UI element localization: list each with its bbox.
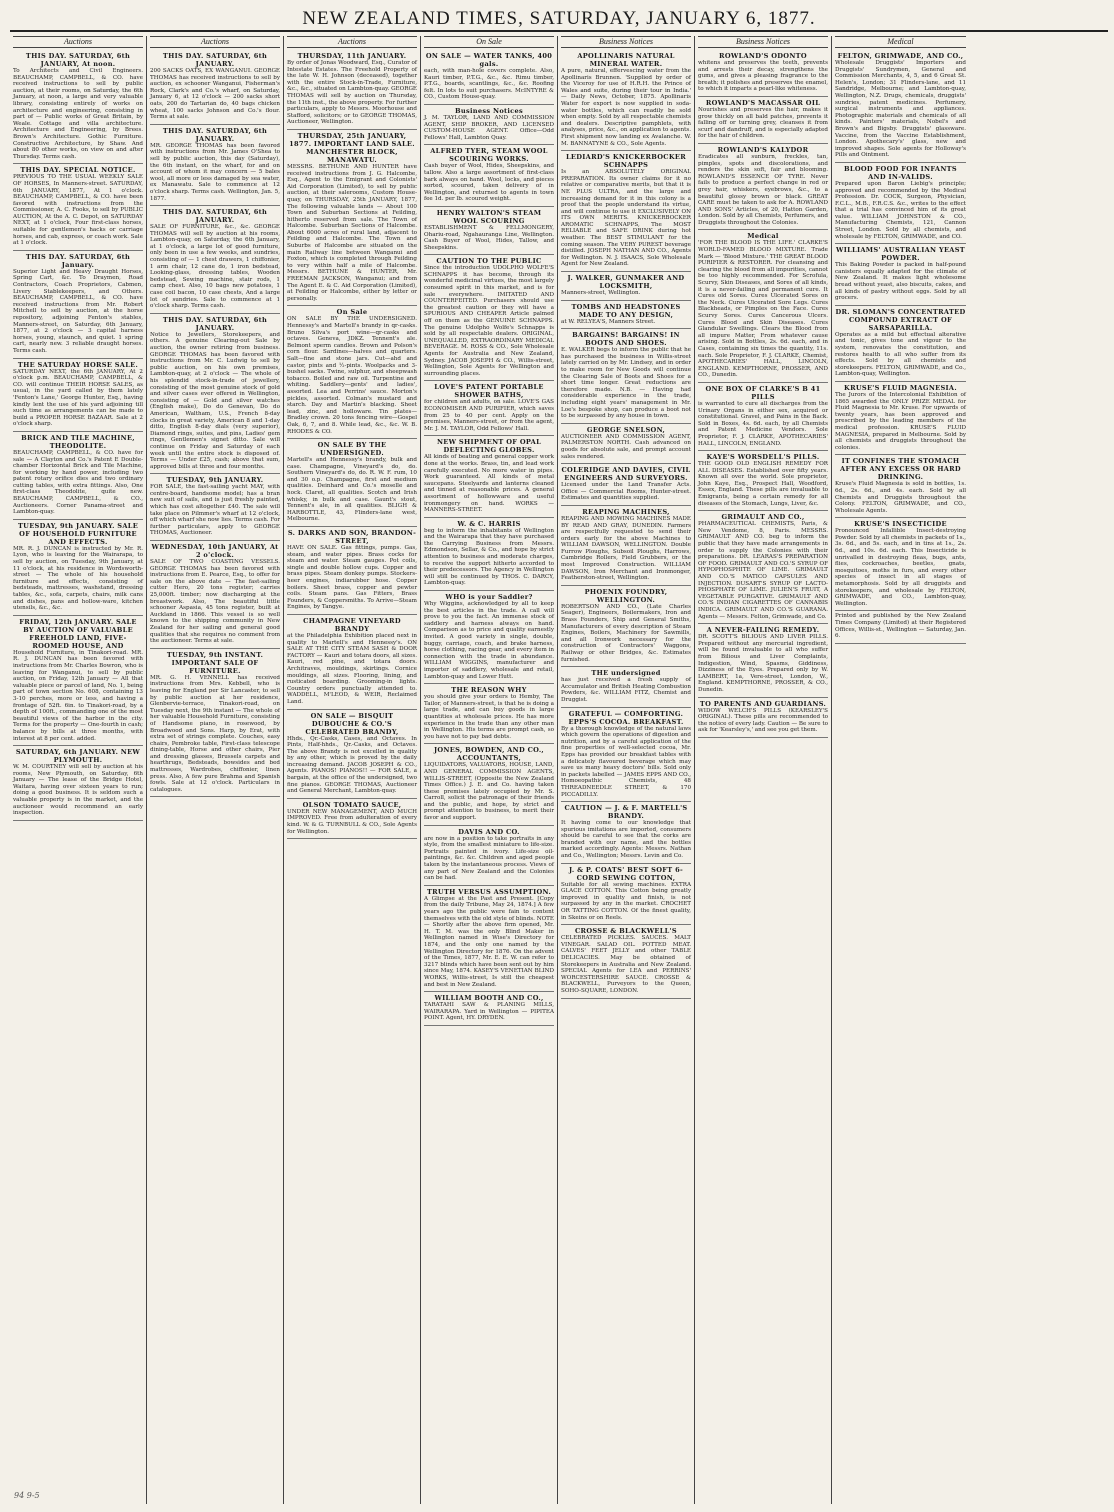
- advertisement-headline: CAUTION TO THE PUBLIC: [436, 257, 542, 266]
- advertisement-body: To Architects and Civil Engineers. BEAUCHAMP, CAMPBELL, & CO. have received instructions to sell by public auction, at their rooms, on Saturday, the 6th January, at noon, a large and very valuable library, consisting entirely of works on architecture and engineering, consisting in part of — Public works of Great Britain, by Weale. Cottage and villa architecture. Architecture and Engineering, by Brees. Brown's Architecture. Gothic Furniture. Constructive Architecture, by Shaw. And about 80 other works, on view on and after Thursday. Terms cash.: [13, 68, 143, 160]
- advertisement-headline: THIS DAY. SATURDAY, 6th JANUARY.: [162, 315, 268, 332]
- advertisement-headline: THIS DAY. SPECIAL NOTICE.: [20, 166, 136, 175]
- advertisement-body: WIDOW WELCH'S PILLS (KEARSLEY'S ORIGINAL). These pills are recommended to the notice of every lady. Caution — Be sure to ask for 'Kearsley's,' and see you get them.: [698, 707, 828, 734]
- advertisement-headline: IT CONFINES THE STOMACH AFTER ANY EXCESS OR HARD DRINKING.: [840, 457, 961, 482]
- advertisement-body: Wholesale Druggists' Importers and Druggists' Sundrymen, General and Commission Merchants, 4, 5, and 6 Great St. Helen's, London; 31 Flinders-lane, and 11 Sandridge, Melbourne; and Lambton-quay, Wellington, N.Z. Drugs, chemicals, druggists' sundries, patent medicines. Perfumery, surgical instruments and appliances. Photographic materials and chemicals of all kinds. Painters' materials, Nobel's and Brown's and Bigsby. Druggists' glassware. Vaccine, from the Vaccine Establishment, London. Apothecary's' glass, new and improved shapes. Sole agents for Holloway's Pills and Ointment.: [835, 60, 966, 159]
- advertisement-headline: ON SALE — WATER TANKS, 400 gals.: [425, 52, 553, 68]
- advertisement-headline: S. DARKS AND SON, BRANDON-STREET,: [287, 529, 417, 546]
- advertisement: [835, 163, 966, 244]
- advertisement-headline: THIS DAY. SATURDAY, 6th JANUARY.: [162, 52, 268, 68]
- advertisement: [13, 520, 143, 616]
- advertisement: [13, 164, 143, 251]
- advertisement-body: J. M. TAYLOR, LAND AND COMMISSION AGENT, SHIP BROKER, AND LICENSED CUSTOM-HOUSE AGENT. Office—Odd Fellows' Hall, Lambton Quay.: [424, 114, 554, 141]
- advertisement: [561, 864, 691, 926]
- advertisement: [150, 314, 280, 474]
- section-heading: Auctions: [287, 36, 417, 48]
- advertisement: [424, 105, 554, 145]
- advertisement-body: All kinds of beating and general copper work done at the works. Brass, tin, and lead work carefully executed. No more water in pipes. Work guaranteed. All kinds of metal saucepans. Steelyards and lanterns cleaned and tinned at reasonable prices. A general assortment of hollowware and useful ironmongery on hand. WORKS — MANNERS-STREET.: [424, 454, 554, 514]
- advertisement-body: Prepared upon Baron Liebig's principle; approved and recommended by the Medical Profession. Dr. COCK, Surgeon, Physician, F.C.L., M.B., F.R.C.S. &c., writes to the effect that a trial has convinced him of its great value. WILLIAM JOHNSTON & CO., Manufacturing Chemists, 121, Cannon Street, London. Sold by all chemists, and wholesale by FELTON, GRIMWADE, and CO.: [835, 180, 966, 240]
- advertisement-body: This Baking Powder is packed in half-pound canisters equally adapted for the climate of New Zealand. It makes light wholesome bread without yeast, also biscuits, cakes, and all kinds of pastry without eggs. Sold by all grocers.: [835, 262, 966, 302]
- advertisement-headline: TUESDAY, 9th JANUARY.: [166, 476, 264, 485]
- advertisement-body: you should give your orders to Hemby, The Tailor, of Manners-street, is that he is doing a large trade, and can buy goods in large quantities at wholesale prices. He has more experience in the trade than any other man in Wellington. His terms are prompt cash, so you have not to pay bad debts.: [424, 694, 554, 740]
- advertisement-body: Household Furniture, in Tinakori-road. MR. R. J. DUNCAN has been favored with instructions from Mr. Charles Bowron, who is leaving for Wanganui, to sell by public auction, on Friday, 12th January — All that valuable piece or parcel of land, No. 1, being part of town section No. 608, containing 13 3-10 perches, more or less, and having a frontage of 52ft. 6in. to Tinakori-road, by a depth of 100ft., commanding one of the most beautiful views of the harbor in the city. Terms for the property — One-fourth in cash; balance by bills at three months, with interest at 8 per cent. added.: [13, 649, 143, 742]
- advertisement-headline: ON SALE — BISQUIT DUBOUCHE & CO.'S CELEBRATED BRANDY,: [305, 711, 399, 736]
- advertisement: [561, 329, 691, 424]
- advertisement: [698, 624, 828, 697]
- advertisement-body: each, with man-hole covers complete. Also, Kauri timber, P.T.G., &c., &c. Rimu timber, P.T.G., boards, scantlings, &c., &c. Roofing felt. In lots to suit purchasers. McINTYRE & CO., Custom House-quay.: [424, 68, 554, 101]
- advertisement-headline: KRUSE'S FLUID MAGNESIA.: [844, 383, 957, 392]
- advertisement-body: Nourishes and preserves the hair, makes it grow thickly on all bald patches, prevents it falling off or turning grey, cleanses it from scurf and dandruff, and is especially adapted for the hair of children.: [698, 106, 828, 140]
- advertisement: [287, 50, 417, 130]
- advertisement-body: Printed and published by the New Zealand Times Company (Limited) at their Registered Offices, Willis-st., Wellington — Saturday, Jan. 6.: [835, 613, 966, 640]
- advertisement: [13, 746, 143, 821]
- advertisement: [698, 50, 828, 97]
- advertisement-body: HAVE ON SALE. Gas fittings, pumps. Gas, steam, and water pipes. Brass cocks for steam and water. Steam gauges. Pot coils, single and double hollow cups. Copper and brass pipes. Steam donkey pumps. Stockers-heer engines, indiarubber hose. Copper boilers. Sheet brass, copper and pewter coils. Steam pans. Gas Fitters, Brass Founders, & Coppersmiths. To Arrive—Steam Engines, by Tangye.: [287, 545, 417, 611]
- advertisement-headline: HENRY WALTON'S STEAM WOOL SCOURING: [436, 208, 542, 225]
- advertisement: [424, 886, 554, 992]
- advertisement: [698, 511, 828, 624]
- advertisement-body: A Glimpse at the Past and Present. [Copy from the daily Tribune, May 24, 1874.] A few years ago the public were fain to content themselves with the old style of blinds. NOTE — Shortly after the above firm opened, Mr. H. T. M. was the only Blind Maker in Wellington named in Wise's Directory for 1874, and the only one named by the Wellington Directory for 1876. On the advent of the Times, 1877, Mr. E. E. W. can refer to 3217 blinds which have been sent out by him since May, 1874. KASEY'S VENETIAN BLIND WORKS, Willis-street, Is still the cheapest and best in New Zealand.: [424, 895, 554, 988]
- advertisement: [13, 50, 143, 164]
- advertisement: [561, 301, 691, 330]
- advertisement-headline: GRATEFUL — COMFORTING. EPPS'S COCOA. BREAKFAST.: [568, 709, 684, 726]
- advertisement-body: at W. RELYEA'S, Manners Street.: [561, 318, 656, 325]
- advertisement-body: MR. R. J. DUNCAN is instructed by Mr. R. Lyon, who is leaving for the Wairarapa, to sell by auction, on Tuesday, 9th January, at 11 o'clock, at his residence in Wordsworth-street — The whole of his household furniture and effects, consisting of bedsteads, mattresses, washstand, dressing tables, &c., sofa, carpets, chairs, milk cans and dishes, pans and hollow-ware, kitchen utensils, &c., &c.: [13, 545, 143, 612]
- advertisement: [835, 306, 966, 382]
- advertisement-headline: Medical: [747, 232, 779, 241]
- advertisement-body: PREVIOUS TO THE USUAL WEEKLY SALE OF HORSES, In Manners-street. SATURDAY, 6th JANUARY, 1877, At 1 o'clock. BEAUCHAMP, CAMPBELL, & CO. have been favored with instructions from the Commissioner, A. C. Fooks, to sell by PUBLIC AUCTION, At the A. C. Depot, on SATURDAY NEXT, at 1 o'clock, Four first-class horses, suitable for gentlemen's hacks or carriage horses, and cab, express, or coach work. Sale at 1 o'clock.: [13, 174, 143, 247]
- advertisement-body: 'FOR THE BLOOD IS THE LIFE.' CLARKE'S WORLD-FAMED BLOOD MIXTURE. Trade Mark — 'Blood Mixture.' THE GREAT BLOOD PURIFIER & RESTORER. For cleansing and clearing the blood from all impurities, cannot be too highly recommended. For Scrofula, Scurvy, Skin Diseases, and Sores of all kinds, it is a never-failing and permanent cure. It Cures old Sores. Cures Ulcerated Sores on the Neck. Cures Ulcerated Sore Legs. Cures Blackheads, or Pimples on the Face. Cures Scurvy Sores. Cures Cancerous Ulcers. Cures Blood and Skin Diseases. Cures Glandular Swellings. Clears the Blood from all impure Matter, From whatever cause arising. Sold in Bottles, 2s. 6d. each, and in Cases, containing six times the quantity, 11s. each. Sole Proprietor, F. J. CLARKE, Chemist, APOTHECARIES' HALL, LINCOLN, ENGLAND. KEMPTHORNE, PROSSER, AND CO., Dunedin.: [698, 240, 828, 379]
- advertisement: [835, 518, 966, 611]
- advertisement-headline: ONE BOX OF CLARKE'S B 41 PILLS: [705, 384, 821, 401]
- advertisement: [424, 684, 554, 744]
- advertisement-body: UNDER NEW MANAGEMENT, AND MUCH IMPROVED. Free from adulteration of every kind. W. & G. TURNBULL & CO., Sole Agents for Wellington.: [287, 808, 417, 835]
- newspaper-page: [10, 8, 1108, 1504]
- advertisement-body: ON SALE BY THE UNDERSIGNED. Hennessy's and Martell's brandy in qr-casks. Bruno Silva's port wine—qr-casks and octaves. Geneva, JDKZ. Tennent's ale. Belmont sperm candles. Brown and Polson's corn flour. Sardines—halves and quarters. Salt—fine and stone jars. Cut—ahd and castor, pints and ½-pints. Woolpacks and 3-bushel sacks. Twine, sulphur, and sheepwash tobacco. Boiled and raw oil. Turpentine and whiting. Saddlery—gents' and ladies', assorted. Lea and Perrins' sauce. Morton's pickles, assorted. Colman's mustard and starch. Day and Martin's blacking. Sheet lead, zinc, and holloware. Tin plates—Bradley crown. 20 tons fencing wire—Gospel Oak, 6, 7, and 8. While lead, &c., &c. W. B. RHODES & CO.: [287, 316, 417, 435]
- advertisement-body: Eradicates all sunburn, freckles, tan, pimples, spots and discolorations, and renders the skin soft, fair and blooming. ROWLAND'S ESSENCE OF TYRE. Never fails to produce a perfect change in red or grey hair, whiskers, eyebrows, &c., to a beautiful glossy brown or black. GREAT CARE must be taken to ask for A. ROWLAND AND SONS' Articles, of 20, Hatton Garden, London. Sold by all Chemists, Perfumers, and Druggists throughout the Colonies.: [698, 153, 828, 226]
- advertisement-headline: THURSDAY, 25th JANUARY, 1877. IMPORTANT LAND SALE. MANCHESTER BLOCK, MANAWATU.: [289, 131, 415, 164]
- advertisement: [561, 506, 691, 586]
- section-heading: Business Notices: [561, 36, 691, 48]
- advertisement: [150, 474, 280, 541]
- advertisement-body: THE GOOD OLD ENGLISH REMEDY FOR ALL DISEASES. Established over fifty years. Known all over the world. Sole proprietor, John Kaye, Esq., Prospect Hall, Woodford, Essex, England. These pills are invaluable to Emigrants, being a certain remedy for all diseases of the Stomach, Lungs, Liver, &c.: [698, 461, 828, 507]
- advertisement-headline: REAPING MACHINES,: [582, 507, 670, 516]
- advertisement-body: are now in a position to take portraits in any style, from the smallest miniature to life-size. Portraits painted in ivory. Life-size oil-paintings, &c. &c. Children and aged people taken by the instantaneous process. Views of any part of New Zealand and the Colonies can be had.: [424, 835, 554, 882]
- advertisement-headline: PHOENIX FOUNDRY, WELLINGTON.: [584, 587, 668, 604]
- advertisement-body: is warranted to cure all discharges from the Urinary Organs in either sex, acquired or constitutional. Gravel, and Pains in the Back. Sold in Boxes, 4s. 6d. each, by all Chemists and Patent Medicine Vendors. Sole Proprietor, F. J. CLARKE, APOTHECARIES' HALL, LINCOLN, ENGLAND.: [698, 400, 828, 447]
- advertisement-headline: FELTON, GRIMWADE, AND CO.,: [837, 52, 964, 60]
- advertisement-headline: ROWLAND'S MACASSAR OIL: [705, 98, 821, 107]
- advertisement-body: W. M. COURTNEY will sell by auction at his rooms, New Plymouth, on Saturday, 6th January — The lease of the Bridge Hotel, Waitara, having over sixteen years to run; doing a good business. It is seldom such a valuable property is in the market, and the auctioneer would recommend an early inspection.: [13, 764, 143, 817]
- advertisement: [835, 50, 966, 163]
- advertisement-body: Is an ABSOLUTELY ORIGINAL PREPARATION. Its owner claims for it no relative or comparative merits, but that it is NE PLUS ULTRA, and the large and increasing demand for it in this colony is a proof that the people understand its virtue, and will continue to use it EXCLUSIVELY ON ITS OWN MERITS. KNICKERBOCKER AROMATIC SCHNAPPS, The MOST RELIABLE and SAFE DRINK during hot weather. The BEST STIMULANT for the coming season. The VERY PUREST beverage distilled. JOSEPH NATHAN AND CO., Agents for Wellington. N. J. ISAACS, Sole Wholesale Agent for New Zealand.: [561, 169, 691, 268]
- advertisement: [424, 992, 554, 1026]
- advertisement-headline: CHAMPAGNE VINEYARD BRANDY: [303, 616, 401, 633]
- advertisement-body: Why Wiggins, acknowledged by all to keep the best articles in the trade. A call will prove to you the fact. An immense stock of saddlery and harness always on hand. Comparison as to price and quality earnestly invited. A good variety in single, double, buggy, carriage, coach, and brake harness, horse clothing, racing gear, and every item in connection with the trade in abundance. WILLIAM WIGGINS, manufacturer and importer of saddlery, wholesale and retail, Lambton-quay and Lower Hutt.: [424, 601, 554, 680]
- advertisement-headline: NEW SHIPMENT OF OPAL DEFLECTING GLOBES.: [436, 438, 542, 455]
- advertisement-body: whitens and preserves the teeth, prevents and arrests their decay, strengthens the gums, and gives a pleasing fragrance to the breath; it polishes and preserves the enamel, to which it imparts a pearl-like whiteness.: [698, 60, 828, 93]
- advertisement: [698, 451, 828, 511]
- advertisement-headline: WHO is your Saddler?: [445, 593, 533, 602]
- advertisement: [835, 244, 966, 306]
- advertisement-headline: THIS DAY. SATURDAY, 6th JANUARY.: [162, 126, 268, 143]
- advertisement-headline: WEDNESDAY, 10th JANUARY, At 2 o'clock.: [151, 543, 279, 560]
- column-1: [10, 36, 147, 1504]
- section-heading: On Sale: [424, 36, 554, 48]
- advertisement-body: SALE OF TWO COASTING VESSELS. GEORGE THOMAS has been favored with instructions from E. Pearce, Esq., to offer for sale on the above date — The fast-sailing cutter Hero, 20 tons register; carries 25,000ft. timber; now discharging at the breastwork. Also, The beautiful little schooner Aspasia, 45 tons register, built at Auckland in 1866. This vessel is so well known to the shipping community in New Zealand for her sailing and general good qualities that she requires no comment from the auctioneer. Terms at sale.: [150, 559, 280, 645]
- advertisement: [150, 50, 280, 125]
- advertisement-body: It having come to our knowledge that spurious imitations are imported, consumers should be careful to see that the corks are branded with our name, and the bottles marked accordingly. Agents: Messrs. Nathan and Co., Wellington; Messrs. Levin and Co.: [561, 820, 691, 860]
- advertisement-body: LIQUIDATORS, VALUATORS, HOUSE, LAND, AND GENERAL COMMISSION AGENTS, WILLIS-STREET, (Opposite the New Zealand Times Office.) J. E. and Co. having taken these premises lately occupied by Mr. S. Carroll, solicit the patronage of their friends and the public, and hope, by strict and prompt attention to business, to merit their favor and support.: [424, 762, 554, 822]
- advertisement-body: A pure, natural, effervescing water from the Apollinaris Brunnen. 'Supplied by order of the Viceroy for use of H.R.H. the Prince of Wales and suite, during their tour in India.' — Daily News, October, 1875. Apollinaris Water for export is now supplied in soda-water bottles, which can readily be sold when empty. Sold by all respectable chemists and dealers. Descriptive pamphlets, with analyses, price, &c., on application to agents. First shipment now landing ex Avalanche. W. M. BANNATYNE & CO., Sole Agents.: [561, 68, 691, 147]
- advertisement-body: The Jurors of the Intercolonial Exhibition of 1865 awarded the ONLY PRIZE MEDAL for Fluid Magnesia to Mr. Kruse. For upwards of twenty years, has been approved and prescribed by the leading members of the medical profession. KRUSE'S FLUID MAGNESIA, prepared in Melbourne. Sold by all chemists and druggists throughout the colonies.: [835, 391, 966, 451]
- page-foot-mark: 94 9-5: [14, 1491, 40, 1500]
- advertisement-headline: KRUSE'S INSECTICIDE: [854, 520, 947, 529]
- advertisement-body: Since the introduction UDOLPHO WOLFE'S SCHNAPPS it has become, through its wonderful medicinal virtues, the most largely consumed spirit in this market, and is for sale everywhere. IMITATED AND COUNTERFEITED. Purchasers should use the greatest caution or they will have a SPURIOUS AND CHEAPER Article palmed off on them as the GENUINE SCHNAPPS. The genuine Udolpho Wolfe's Schnapps is sold by all respectable dealers. ORIGINAL, UNEQUALLED, EXTRAORDINARY MEDICAL BEVERAGE. M. ROSS & CO., Sole Wholesale Agents for Australia and New Zealand, Sydney. JACOB JOSEPH & CO., Willis-street, Wellington, Sole Agents for Wellington and surrounding places.: [424, 265, 554, 377]
- section-heading: Auctions: [150, 36, 280, 48]
- advertisement-body: beg to inform the inhabitants of Wellington and the Wairarapa that they have purchased the Carrying Business from Messrs. Edmondson, Sellar, & Co., and hope by strict attention to business and moderate charges, to receive the support hitherto accorded to their predecessors. The Agency in Wellington will still be continued by THOS. C. DARCY, Lambton-quay.: [424, 527, 554, 587]
- advertisement: [150, 541, 280, 649]
- advertisement-body: ESTABLISHMENT & FELLMONGERY, Ohariu-road, Ngahauranga Line, Wellington. Cash Buyer of Wool, Hides, Tallow, and Sheepskins.: [424, 224, 554, 251]
- advertisement: [287, 306, 417, 439]
- advertisement-body: MR. GEORGE THOMAS has been favored with instructions from Mr. James O'Shea to sell by public auction, this day (Saturday), the 6th instant, on the wharf, for and on account of whom it may concern — 5 bales wool, all more or less damaged by sea water, ex Manawatu. Sale to commence at 12 o'clock sharp. Terms cash. Wellington, Jan. 5, 1877.: [150, 142, 280, 202]
- advertisement-body: Cash buyer of Wool, Hides, Sheepskins, and tallow. Also a large assortment of first-class bark always on hand. Wool, locks, and pieces sorted, scoured, taken delivery of in Wellington, and returned to agents in town fee 1d. per lb. scoured weight.: [424, 163, 554, 203]
- column-7: [832, 36, 969, 1504]
- advertisement-body: CELEBRATED PICKLES. SAUCES. MALT VINEGAR. SALAD OIL. POTTED MEAT. CALVES' FEET JELLY and other TABLE DELICACIES. May be obtained of Storekeepers in Australia and New Zealand. SPECIAL Agents for LEA and PERRINS' WORCESTERSHIRE SAUCE. CROSSE & BLACKWELL, Purveyors to the Queen, SOHO-SQUARE, LONDON.: [561, 935, 691, 994]
- advertisement-body: DR. SCOTT'S BILIOUS AND LIVER PILLS. Prepared without any mercurial ingredient, will be found invaluable to all who suffer from Bilious and Liver Complaints, Indigestion, Wind, Spasms, Giddiness, Dizziness of the Eyes. Prepared only by W. LAMBERT, 1a, Vere-street, London, W., England. KEMPTHORNE, PROSSER, & CO., Dunedin.: [698, 634, 828, 693]
- advertisement-headline: THURSDAY, 11th JANUARY.: [297, 52, 407, 60]
- advertisement-body: Kruse's Fluid Magnesia is sold in bottles, 1s. 6d., 2s. 6d., and 4s. each. Sold by all Chemists and Druggists throughout the Colony. FELTON, GRIMWADE, and CO., Wholesale Agents.: [835, 481, 966, 514]
- advertisement-body: MR. G. H. VENNELL has received instructions from Mrs. Kebbell, who is leaving for England per Sir Lancaster, to sell by public auction at her residence, Glenbervie-terrace, Tinakori-road, on Tuesday next, the 9th instant — The whole of her valuable Household Furniture, consisting of Handsome piano, in rosewood, by Broadwood and Sons. Harp, by Erat, with extra set of strings complete. Couches, easy chairs, Pembroke table, First-class telescope dining-table, Horse and other chairs, Pier and dressing glasses, Brussels carpets and hearthrugs, Bedsteads, bowsides and bed mattresses, Wardrobes, chiffonier, linen press. Also, A few pure Brahma and Spanish fowls. Sale at 12 o'clock. Particulars in catalogues.: [150, 674, 280, 793]
- section-heading: Business Notices: [698, 36, 828, 48]
- columns: [10, 36, 1108, 1504]
- advertisement-headline: TOMBS AND HEADSTONES MADE TO ANY DESIGN,: [571, 302, 681, 319]
- advertisement-body: SATURDAY NEXT, the 6th JANUARY, At 2 o'clock p.m. BEAUCHAMP, CAMPBELL, & CO. will continue THEIR HORSE SALES, as usual, in the yard called by them lately 'Fenton's Lane,' George Hunter, Esq., having kindly lent the use of his yard adjoining till such time as arrangements can be made to build a PROPER HORSE BAZAAR. Sale at 2 o'clock sharp.: [13, 368, 143, 428]
- advertisement: [835, 382, 966, 455]
- advertisement-headline: WILLIAM BOOTH AND CO.,: [434, 994, 544, 1003]
- advertisement-headline: BARGAINS! BARGAINS! IN BOOTS AND SHOES.: [572, 331, 680, 348]
- advertisement: [698, 97, 828, 144]
- advertisement-body: E. WALKER begs to inform the public that he has purchased the business in Willis-street lately carried on by Mr. Lindsey, and in order to make room for New Goods will continue the Clearing Sale of Boots and Shoes for a short time longer. Great reductions are therefore made. N.B. — Having had considerable experience in the trade, including eight years' management in Mr. Loe's bespoke shop, can produce a boot not to be surpassed by any house in town.: [561, 347, 691, 420]
- advertisement: [13, 432, 143, 520]
- advertisement: [13, 251, 143, 359]
- advertisement-headline: FRIDAY, 12th JANUARY. SALE BY AUCTION OF VALUABLE FREEHOLD LAND, FIVE-ROOMED HOUSE, AND: [19, 617, 137, 650]
- advertisement: [424, 826, 554, 886]
- advertisement-body: By a thorough knowledge of the natural laws which govern the operations of digestion and nutrition, and by a careful application of the fine properties of well-selected cocoa, Mr. Epps has provided our breakfast tables with a delicately flavoured beverage which may save us many heavy doctors' bills. Sold only in packets labelled — JAMES EPPS AND CO., Homoeopathic Chemists, 48 THREADNEEDLE STREET, & 170 PICCADILLY.: [561, 725, 691, 798]
- column-4: [421, 36, 558, 1504]
- advertisement-headline: TUESDAY, 9th JANUARY. SALE OF HOUSEHOLD FURNITURE AND EFFECTS.: [17, 521, 139, 546]
- column-3: [284, 36, 421, 1504]
- advertisement-body: BEAUCHAMP, CAMPBELL, & CO. have for sale — A Clayton and Co.'s Patent E Double-chamber Horizontal Brick and Tile Machine, for working by hand power, including two patent rotary orifice dies and two ordinary cutting tables, with extra fittings. Also, One first-class Theodolite, quite new. BEAUCHAMP, CAMPBELL, & CO., Auctioneers. Corner Panama-street and Lambton-quay.: [13, 449, 143, 516]
- advertisement-body: for children and adults, on sale. LOVE'S GAS ECONOMISER AND PURIFIER, which saves from 25 to 40 per cent. Apply on the premises, Manners-street, or from the agent, Mr. J. M. TAYLOR, Odd Fellows' Hall.: [424, 399, 554, 432]
- advertisement: [424, 436, 554, 517]
- advertisement-headline: TRUTH VERSUS ASSUMPTION.: [426, 887, 552, 896]
- advertisement: [424, 50, 554, 105]
- advertisement-headline: CROSSE & BLACKWELL'S: [575, 927, 677, 936]
- advertisement: [424, 381, 554, 436]
- advertisement: [287, 439, 417, 527]
- advertisement-headline: TUESDAY, 9th INSTANT. IMPORTANT SALE OF FURNITURE.: [166, 650, 264, 675]
- advertisement-headline: W. & C. HARRIS: [457, 519, 521, 528]
- advertisement-headline: OLSON TOMATO SAUCE,: [302, 800, 402, 809]
- advertisement: [287, 710, 417, 799]
- advertisement: [835, 455, 966, 518]
- advertisement: [561, 424, 691, 464]
- section-heading: Medical: [835, 36, 966, 48]
- advertisement: [424, 744, 554, 825]
- advertisement-headline: J. & P. COATS' BEST SOFT 6-CORD SEWING COTTON,: [568, 865, 683, 882]
- advertisement-headline: APOLLINARIS NATURAL MINERAL WATER.: [577, 52, 675, 68]
- advertisement-body: REAPING AND MOWING MACHINES MADE BY READ AND GRAY, DUNEDIN. Farmers are respectfully requested to send their orders early for the above Machines to WILLIAM DAWSON, WELLINGTON. Double Furrow Ploughs, Subsoil Ploughs, Harrows, Cambridge Rollers, Field Grubbers, or the most Improved Construction. WILLIAM DAWSON, Iron Merchant and Ironmonger, Featherston-street, Wellington.: [561, 515, 691, 582]
- advertisement: [287, 615, 417, 710]
- advertisement: [561, 802, 691, 864]
- advertisement: [561, 708, 691, 803]
- advertisement: [698, 383, 828, 451]
- advertisement-body: 200 SACKS OATS, EX WANGANUI. GEORGE THOMAS has received instructions to sell by auction, ex schooner Wanganui, Fisherman's Rock, Clark's and Co.'s wharf, on Saturday, January 6, at 12 o'clock — 200 sacks short oats, 200 do Tartarian do, 40 bags chicken wheat, 100 sacks Johnson and Co.'s flour. Terms at sale.: [150, 68, 280, 121]
- advertisement: [13, 616, 143, 746]
- advertisement-headline: THE REASON WHY: [451, 686, 527, 695]
- advertisement: [424, 207, 554, 255]
- advertisement: [561, 151, 691, 272]
- column-6: [695, 36, 832, 1504]
- advertisement: [561, 464, 691, 506]
- advertisement: [835, 611, 966, 643]
- advertisement-headline: On Sale: [336, 308, 368, 317]
- advertisement-headline: DR. SLOMAN'S CONCENTRATED COMPOUND EXTRACT OF SARSAPARILLA.: [835, 307, 966, 332]
- column-2: [147, 36, 284, 1504]
- advertisement-headline: BLOOD FOOD FOR INFANTS AND IN-VALIDS.: [844, 164, 957, 181]
- advertisement-headline: KAYE'S WORSDELL'S PILLS.: [706, 453, 820, 462]
- advertisement-body: Suitable for all sewing machines. EXTRA GLACE COTTON. This Cotton being greatly improved in quality and finish, is not surpassed by any in the market. CROCHET OR TATTING COTTON. Of the finest quality, in Skeins or on Reels.: [561, 881, 691, 921]
- advertisement-headline: J. WALKER, GUNMAKER AND LOCKSMITH,: [567, 274, 685, 291]
- advertisement-body: Martell's and Hennessy's brandy, bulk and case. Champagne, Vineyard's do, do. Southern Vineyard's do, do. R. W. F. rum, 10 and 30 o.p. Champagne, first and medium qualities. Deinhard and Co.'s moselle and hock. Claret, all qualities. Scotch and Irish whisky, in bulk and case. Gaunt's stout, Tennent's ale, in all qualities. BLIGH & HARBOTTLE, 43, Flinders-lane west, Melbourne.: [287, 457, 417, 523]
- advertisement-headline: THIS DAY. SATURDAY, 6th January.: [25, 252, 131, 269]
- advertisement: [561, 925, 691, 998]
- advertisement-headline: THE undersigned: [591, 669, 661, 678]
- advertisement: [287, 799, 417, 839]
- advertisement-body: SALE OF FURNITURE, &c., &c. GEORGE THOMAS will sell by auction at his rooms, Lambton-quay, on Saturday, the 6th January, at 1 o'clock, a large lot of good furniture, only been in use a few weeks, and sundries, consisting of — 1 chest drawers, 1 chiffonier, 1 arm chair, 12 cane do, 1 iron bedstead, Looking-glass, dressing tables, Wooden bedstead, Sewing machine, stair rods, 1 camp chest. Also, 10 bags new potatoes, 1 case coil bacon, 10 case chests, And a large lot of sundries. Sale to commence at 1 o'clock sharp. Terms cash.: [150, 224, 280, 310]
- advertisement-headline: LEDIARD'S KNICKERBOCKER SCHNAPPS: [565, 153, 686, 170]
- advertisement-headline: ALFRED TYER, STEAM WOOL SCOURING WORKS.: [430, 147, 548, 164]
- advertisement: [150, 125, 280, 206]
- advertisement-headline: CAUTION — J. & F. MARTELL'S BRANDY.: [564, 804, 688, 821]
- advertisement-headline: ON SALE BY THE UNDERSIGNED.: [317, 441, 387, 458]
- advertisement-headline: WILLIAMS' AUSTRALIAN YEAST POWDER.: [836, 246, 965, 263]
- advertisement-headline: JONES, BOWDEN, AND CO., ACCOUNTANTS,: [433, 746, 545, 763]
- advertisement-body: has just received a fresh supply of Accumulator and British Heating Combustion Powders, &c. WILLIAM FITZ, Chemist and Druggist.: [561, 677, 691, 703]
- column-5: [558, 36, 695, 1504]
- advertisement: [13, 359, 143, 432]
- advertisement-body: PHARMACEUTICAL CHEMISTS, Paris, & New Vendome, 8, Paris. MESSRS. GRIMAULT AND CO. beg to inform the public that they have made arrangements in order to supply the Colonies with their preparations. DR. LEARAS'S PREPARATION OF FOOD. GRIMAULT AND CO.'S SYRUP OF HYPOPHOSPHITE OF LIME. GRIMAULT AND CO.'S MATICO CAPSULES AND INJECTION. DUSART'S SYRUP OF LACTO-PHOSPHATE OF LIME. JULIEN'S FRUIT, A VEGETABLE PURGATIVE. GRIMAULT AND CO.'S INDIAN CIGARETTES OF CANNABIS INDICA. GRIMAULT AND CO.'S GUARANA. Agents — Messrs. Felton, Grimwade, and Co.: [698, 521, 828, 620]
- advertisement: [287, 130, 417, 306]
- masthead: NEW ZEALAND TIMES, SATURDAY, JANUARY 6, 1877.: [10, 8, 1108, 32]
- advertisement: [561, 667, 691, 707]
- advertisement: [424, 591, 554, 684]
- advertisement-headline: GRIMAULT AND CO.,: [721, 513, 805, 522]
- advertisement-headline: TO PARENTS AND GUARDIANS.: [699, 699, 827, 708]
- advertisement: [698, 698, 828, 738]
- advertisement-headline: SATURDAY, 6th JANUARY. NEW PLYMOUTH.: [15, 748, 141, 765]
- advertisement-body: AUCTIONEER AND COMMISSION AGENT, PALMERSTON NORTH. Cash advanced on goods for absolute sale, and prompt account sales rendered.: [561, 433, 691, 460]
- advertisement-headline: ROWLAND'S KALYDOR: [717, 145, 809, 154]
- advertisement-headline: COLERIDGE AND DAVIES, CIVIL ENGINEERS AND SURVEYORS.: [561, 466, 691, 483]
- advertisement-body: By order of Jonas Woodward, Esq., Curator of Intestate Estates. The Freehold Property of the late W. H. Johnson (deceased), together with the entire Stock-in-Trade, Furniture, &c., &c., situated on Lambton-quay. GEORGE THOMAS will sell by auction on Thursday, the 11th inst., the above property. For further particulars, apply to Messrs. Moorhouse and Stafford, solicitors; or to GEORGE THOMAS, Auctioneer, Wellington.: [287, 60, 417, 126]
- advertisement: [424, 255, 554, 381]
- advertisement-headline: THE SATURDAY HORSE SALE.: [17, 360, 139, 369]
- advertisement-headline: GEORGE SNELSON,: [586, 425, 666, 434]
- advertisement-headline: THIS DAY. SATURDAY, 6th JANUARY.: [162, 208, 268, 225]
- advertisement-body: FOR SALE, the fast-sailing yacht MAY, with centre-board, handsome model; has a bran new suit of sails, and is just freshly painted, which has cost altogether £40. The sale will take place on Pilmmer's wharf at 12 o'clock, off which wharf she now lies. Terms cash. For further particulars, apply to GEORGE THOMAS, Auctioneer.: [150, 484, 280, 537]
- advertisement-headline: BRICK AND TILE MACHINE, THEODOLITE.: [21, 433, 135, 450]
- advertisement: [561, 272, 691, 301]
- advertisement-body: MESSRS. BETHUNE AND HUNTER have received instructions from J. G. Halcombe, Esq., Agent to the Emigrant and Colonists' Aid Corporation (Limited), to sell by public auction, at their salerooms, Custom House-quay, on THURSDAY, 25th JANUARY, 1877, The following valuable lands — About 100 Town and Suburban Sections at Feilding, hitherto reserved from sale. The Town of Halcombe. Suburban Sections of Halcombe. About 6000 acres of rural land, adjacent to Feilding and Halcombe. The Town and Suburbs of Halcombe are situated on the main Railway line between Wanganui and Foxton, which is completed through Feilding to very within half a mile of Halcombe. Messrs. BETHUNE & HUNTER, Mr. FREEMAN JACKSON, Wanganui; and from The Agent E. & C. Aid Corporation (Limited), at Feilding or Halcombe, either by letter or personally.: [287, 163, 417, 302]
- advertisement-body: TARATAHI SAW & PLANING MILLS, WAIRARAPA. Yard in Wellington — PIPITEA POINT. Agent, HY. DRYDEN.: [424, 1002, 554, 1022]
- advertisement: [561, 586, 691, 667]
- advertisement: [561, 50, 691, 151]
- advertisement-headline: A NEVER-FAILING REMEDY.: [706, 626, 820, 635]
- advertisement: [150, 206, 280, 314]
- advertisement-body: Pronounced Infallible Insect-destroying Powder. Sold by all chemists in packets of 1s., 3s. 6d., and 5s. each, and in tins at 1s., 2s. 6d., and 10s. 6d. each. This Insecticide is unrivalled in destroying fleas, bugs, ants, flies, cockroaches, beetles, gnats, mosquitoes, moths in furs, and every other species of insect in all stages of metamorphosis. Sold by all druggists and storekeepers, and wholesale by FELTON, GRIMWADE, and CO., Lambton-quay, Wellington.: [835, 528, 966, 607]
- advertisement: [424, 145, 554, 207]
- advertisement: [698, 230, 828, 382]
- advertisement: [424, 518, 554, 591]
- advertisement: [150, 649, 280, 798]
- advertisement-headline: THIS DAY. SATURDAY, 6th JANUARY, At noon.: [25, 52, 131, 68]
- advertisement-headline: DAVIS AND CO.: [458, 827, 520, 836]
- advertisement-body: Manners-street, Wellington.: [561, 290, 641, 297]
- advertisement-body: at the Philadelphia Exhibition placed next in quality to Martell's and Hennessy's. ON SALE AT THE CITY STEAM SASH & DOOR FACTORY — Kauri and totara doors, all sizes. Kauri, red pine, and totara doors. Architraves, mouldings, skirtings. Cornice mouldings, all sizes. Flooring, lining, and rusticated boarding. Grooming-in lights. Country orders punctually attended to. WADDELL, M'LEOD, & WEIR, Reclaimed Land.: [287, 632, 417, 705]
- advertisement-headline: ROWLAND'S ODONTO: [719, 52, 807, 60]
- section-heading: Auctions: [13, 36, 143, 48]
- advertisement: [287, 527, 417, 615]
- advertisement-body: ROBERTSON AND CO., (Late Charles Seager), Engineers, Boilermakers, Iron and Brass Founders, Ship and General Smiths, Manufacturers of every description of Steam Engines, Boilers, Machinery for Sawmills, and all Ironwork necessary for the construction of Contractors' Waggons, Railway or other Bridges, &c. Estimates furnished.: [561, 603, 691, 663]
- advertisement-body: Operates as a mild but effectual alterative and tonic, gives tone and vigour to the system, renovates the constitution, and restores health to all who suffer from its effects. Sold by all chemists and storekeepers. FELTON, GRIMWADE, and Co., Lambton-quay, Wellington.: [835, 331, 966, 378]
- advertisement-body: Superior Light and Heavy Draught Horses, Spring Cart, &c. To Draymen, Road Contractors, Coach Proprietors, Cabmen, Livery Stablekeepers, and Others. BEAUCHAMP, CAMPBELL, & CO. have received instructions from Mr. Robert Mitchell to sell by auction, at the horse repository, adjoining Fenton's stables, Manners-street, on Saturday, 6th January, 1877, at 2 o'clock — 3 capital harness horses, young, staunch, and quiet. 1 spring cart, nearly new. 3 reliable draught horses. Terms cash.: [13, 268, 143, 354]
- advertisement-body: Notice to Jewellers, Storekeepers, and others. A genuine Clearing-out Sale by auction, the owner retiring from business. GEORGE THOMAS has been favored with instructions from Mr. C. Ludwig to sell by public auction, on his own premises, Lambton-quay, at 2 o'clock — The whole of his splendid stock-in-trade of jewellery, consisting of the most genuine stock of gold and silver cases ever offered in Wellington, consisting of — Gold and silver watches (English make), Do do Genevan, Do do American, Waltham, U.S., French 8-day clocks in great variety, American 8 and 1-day ditto, English 8-day dials (very superior), Diamond rings, suites, and pins, Ladies' gem rings, Gentlemen's signet ditto. Sale will continue on Friday and Saturday of each week until the entire stock is disposed of. Terms — Under £25, cash; above that sum, approved bills at three and four months.: [150, 331, 280, 470]
- advertisement-headline: LOVE'S PATENT PORTABLE SHOWER BATHS,: [434, 383, 544, 400]
- advertisement-body: Licensed under the Land Transfer Acts. Office — Commercial Rooms, Hunter-street. Estimates and quantities supplied.: [561, 482, 691, 502]
- advertisement-body: Hhds., Qr.-Casks, Cases, and Octaves. In Pints, Half-hhds., Qr.-Casks, and Octaves. The above Brandy is not excelled in quality by any other, which is proved by the daily increasing demand. JACOB JOSEPH & CO., Agents. PIANOS! PIANOS!! — FOR SALE, a bargain, at the office of the undersigned, two fine pianos. GEORGE THOMAS, Auctioneer and General Merchant, Lambton-quay.: [287, 735, 417, 795]
- advertisement-headline: Business Notices: [455, 106, 523, 115]
- advertisement: [698, 144, 828, 231]
